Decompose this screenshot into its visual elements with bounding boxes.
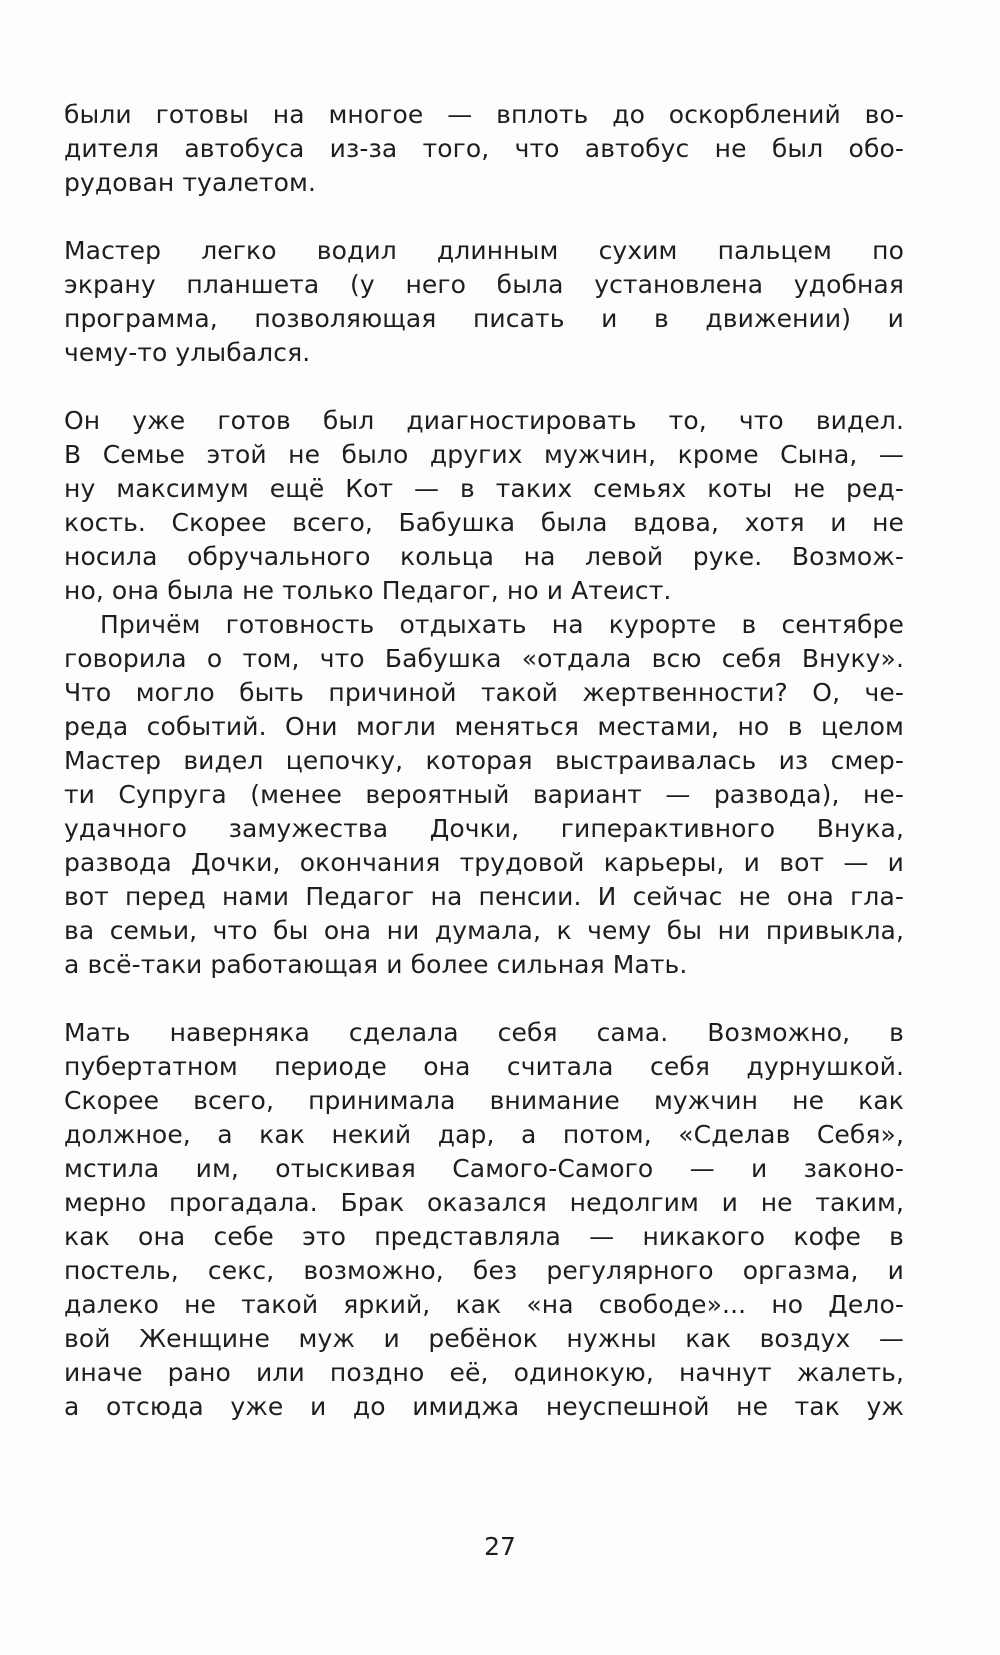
text-line: мстила им, отыскивая Самого-Самого — и законо-: [64, 1154, 904, 1183]
text-line: как она себе это представляла — никакого кофе в: [64, 1222, 904, 1251]
text-line: Он уже готов был диагностировать то, что видел.: [64, 406, 904, 435]
text-line: а отсюда уже и до имиджа неуспешной не так уж: [64, 1392, 904, 1421]
text-line: ва семьи, что бы она ни думала, к чему бы ни привыкла,: [64, 916, 904, 945]
text-line: удачного замужества Дочки, гиперактивного Внука,: [64, 814, 904, 843]
text-line: мерно прогадала. Брак оказался недолгим и не таким,: [64, 1188, 904, 1217]
text-line: реда событий. Они могли меняться местами, но в целом: [64, 712, 904, 741]
text-line: были готовы на многое — вплоть до оскорблений во-: [64, 100, 904, 129]
text-line: экрану планшета (у него была установлена удобная: [64, 270, 904, 299]
text-line: рудован туалетом.: [64, 168, 316, 197]
text-line: иначе рано или поздно её, одинокую, начнут жалеть,: [64, 1358, 904, 1387]
text-line: носила обручального кольца на левой руке. Возмож-: [64, 542, 904, 571]
text-line: Причём готовность отдыхать на курорте в сентябре: [100, 610, 904, 639]
text-line: В Семье этой не было других мужчин, кроме Сына, —: [64, 440, 904, 469]
text-line: далеко не такой яркий, как «на свободе»... но Дело-: [64, 1290, 904, 1319]
text-line: ну максимум ещё Кот — в таких семьях коты не ред-: [64, 474, 904, 503]
text-line: вой Женщине муж и ребёнок нужны как воздух —: [64, 1324, 904, 1353]
text-line: говорила о том, что Бабушка «отдала всю себя Внуку».: [64, 644, 904, 673]
page-number: 27: [484, 1532, 516, 1561]
text-line: вот перед нами Педагог на пенсии. И сейчас не она гла-: [64, 882, 904, 911]
text-line: Мастер видел цепочку, которая выстраивалась из смер-: [64, 746, 904, 775]
text-line: ти Супруга (менее вероятный вариант — развода), не-: [64, 780, 904, 809]
text-line: Мастер легко водил длинным сухим пальцем по: [64, 236, 904, 265]
text-line: но, она была не только Педагог, но и Атеист.: [64, 576, 672, 605]
text-line: постель, секс, возможно, без регулярного оргазма, и: [64, 1256, 904, 1285]
text-line: а всё-таки работающая и более сильная Мать.: [64, 950, 688, 979]
text-line: должное, а как некий дар, а потом, «Сделав Себя»,: [64, 1120, 904, 1149]
text-line: программа, позволяющая писать и в движении) и: [64, 304, 904, 333]
text-line: пубертатном периоде она считала себя дурнушкой.: [64, 1052, 904, 1081]
text-line: кость. Скорее всего, Бабушка была вдова, хотя и не: [64, 508, 904, 537]
text-line: Скорее всего, принимала внимание мужчин не как: [64, 1086, 904, 1115]
text-line: дителя автобуса из-за того, что автобус не был обо-: [64, 134, 904, 163]
text-line: Что могло быть причиной такой жертвенности? О, че-: [64, 678, 904, 707]
text-line: Мать наверняка сделала себя сама. Возможно, в: [64, 1018, 904, 1047]
text-line: развода Дочки, окончания трудовой карьеры, и вот — и: [64, 848, 904, 877]
text-line: чему-то улыбался.: [64, 338, 311, 367]
